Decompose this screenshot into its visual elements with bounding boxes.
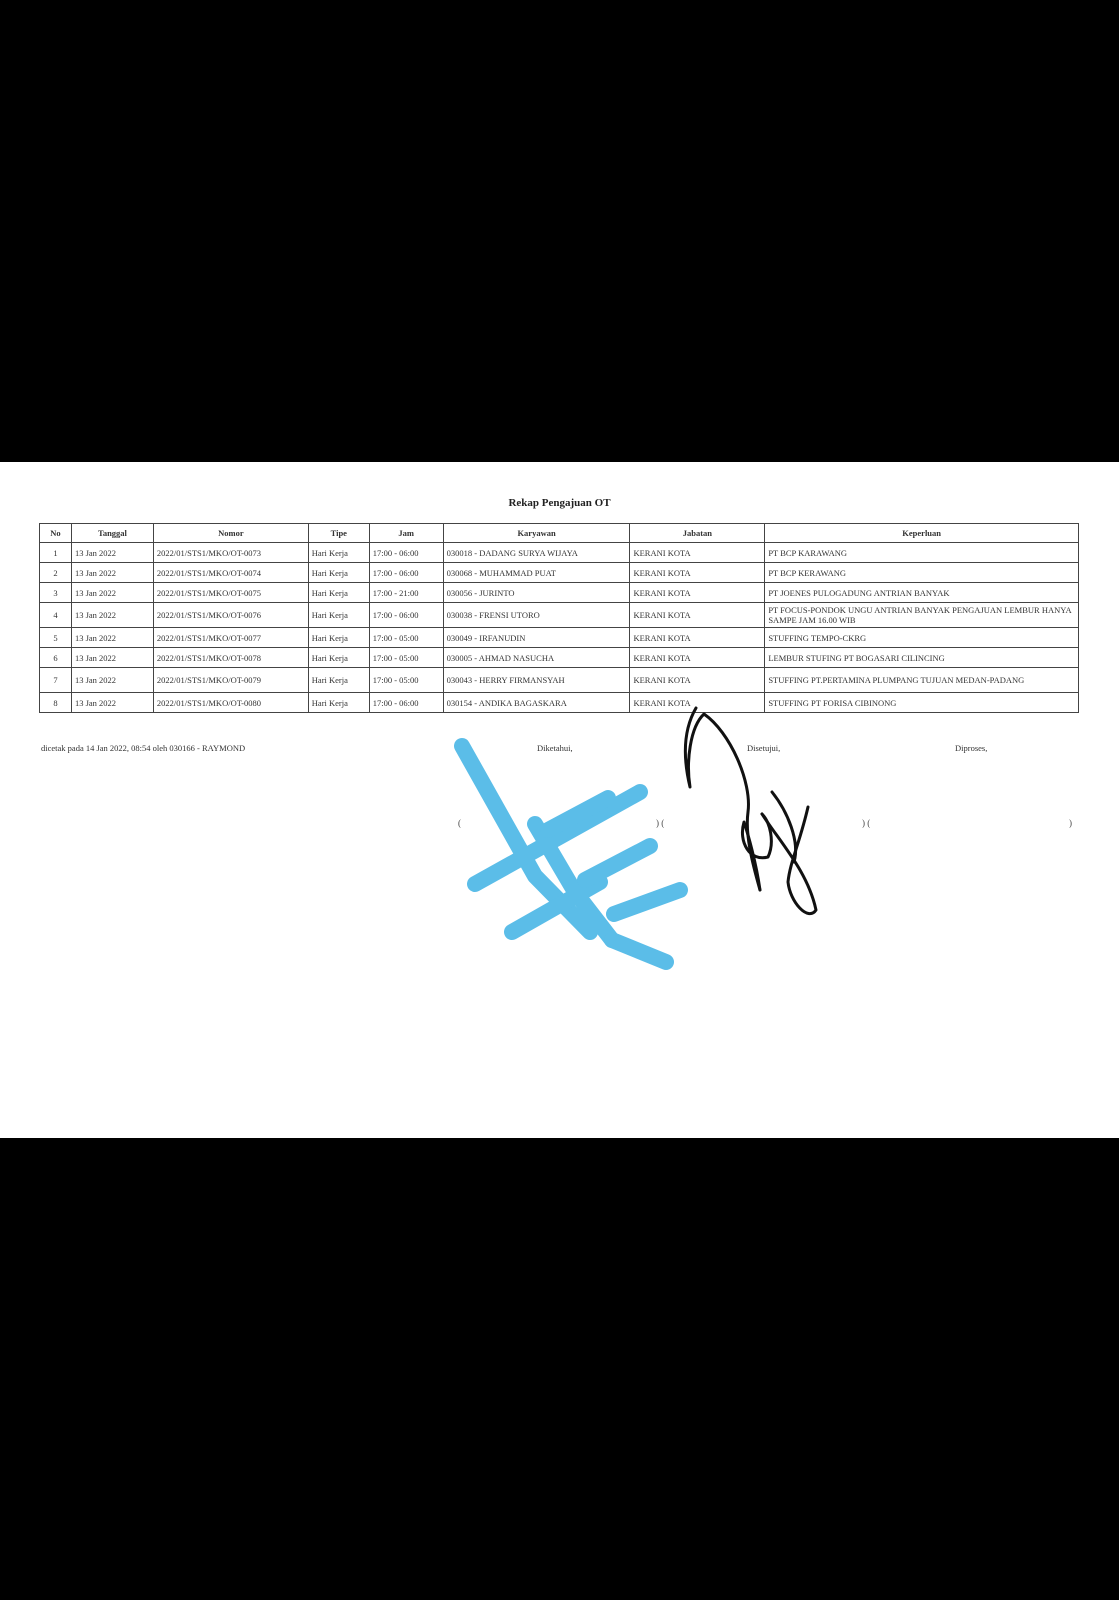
cell-no: 3 — [40, 583, 72, 603]
signature-paren-open: ( — [458, 818, 461, 828]
table-row — [40, 648, 1079, 668]
cell-keperluan: PT JOENES PULOGADUNG ANTRIAN BANYAK — [765, 583, 1079, 603]
table-row — [40, 583, 1079, 603]
col-header-jam: Jam — [369, 524, 443, 543]
cell-keperluan: PT BCP KARAWANG — [765, 543, 1079, 563]
table-row — [40, 628, 1079, 648]
blue-scribble-signature — [462, 746, 680, 962]
signature-paren-separator: ) ( — [862, 818, 871, 828]
cell-tanggal: 13 Jan 2022 — [71, 543, 153, 563]
cell-jam: 17:00 - 21:00 — [369, 583, 443, 603]
cell-jam: 17:00 - 05:00 — [369, 668, 443, 693]
cell-jam: 17:00 - 06:00 — [369, 693, 443, 713]
cell-jabatan: KERANI KOTA — [630, 603, 765, 628]
overtime-table — [39, 523, 1079, 713]
cell-nomor: 2022/01/STS1/MKO/OT-0079 — [153, 668, 308, 693]
cell-tipe: Hari Kerja — [308, 693, 369, 713]
cell-jam: 17:00 - 05:00 — [369, 628, 443, 648]
col-header-nomor: Nomor — [153, 524, 308, 543]
cell-jabatan: KERANI KOTA — [630, 668, 765, 693]
cell-no: 8 — [40, 693, 72, 713]
table-header-row — [40, 524, 1079, 543]
cell-nomor: 2022/01/STS1/MKO/OT-0078 — [153, 648, 308, 668]
table-row — [40, 668, 1079, 693]
cell-tipe: Hari Kerja — [308, 603, 369, 628]
col-header-karyawan: Karyawan — [443, 524, 630, 543]
cell-nomor: 2022/01/STS1/MKO/OT-0076 — [153, 603, 308, 628]
cell-keperluan: STUFFING PT.PERTAMINA PLUMPANG TUJUAN MEDAN-PADANG — [765, 668, 1079, 693]
cell-jabatan: KERANI KOTA — [630, 583, 765, 603]
disetujui-label: Disetujui, — [747, 743, 781, 753]
cell-no: 2 — [40, 563, 72, 583]
cell-jabatan: KERANI KOTA — [630, 543, 765, 563]
cell-jabatan: KERANI KOTA — [630, 628, 765, 648]
cell-nomor: 2022/01/STS1/MKO/OT-0080 — [153, 693, 308, 713]
cell-tipe: Hari Kerja — [308, 648, 369, 668]
cell-karyawan: 030038 - FRENSI UTORO — [443, 603, 630, 628]
cell-no: 4 — [40, 603, 72, 628]
cell-karyawan: 030005 - AHMAD NASUCHA — [443, 648, 630, 668]
cell-tipe: Hari Kerja — [308, 668, 369, 693]
cell-jam: 17:00 - 06:00 — [369, 603, 443, 628]
cell-tipe: Hari Kerja — [308, 583, 369, 603]
cell-karyawan: 030154 - ANDIKA BAGASKARA — [443, 693, 630, 713]
cell-jam: 17:00 - 06:00 — [369, 543, 443, 563]
cell-karyawan: 030043 - HERRY FIRMANSYAH — [443, 668, 630, 693]
cell-jam: 17:00 - 05:00 — [369, 648, 443, 668]
cell-jabatan: KERANI KOTA — [630, 563, 765, 583]
cell-karyawan: 030068 - MUHAMMAD PUAT — [443, 563, 630, 583]
cell-jabatan: KERANI KOTA — [630, 648, 765, 668]
cell-tanggal: 13 Jan 2022 — [71, 583, 153, 603]
cell-no: 1 — [40, 543, 72, 563]
signature-paren-separator: ) ( — [656, 818, 665, 828]
cell-keperluan: STUFFING PT FORISA CIBINONG — [765, 693, 1079, 713]
document-page — [0, 462, 1119, 1138]
cell-keperluan: PT BCP KERAWANG — [765, 563, 1079, 583]
table-row — [40, 603, 1079, 628]
cell-tipe: Hari Kerja — [308, 563, 369, 583]
signature-paren-close: ) — [1069, 818, 1072, 828]
table-row — [40, 543, 1079, 563]
cell-tipe: Hari Kerja — [308, 628, 369, 648]
diketahui-label: Diketahui, — [537, 743, 573, 753]
table-row — [40, 563, 1079, 583]
col-header-keperluan: Keperluan — [765, 524, 1079, 543]
cell-karyawan: 030018 - DADANG SURYA WIJAYA — [443, 543, 630, 563]
cell-tanggal: 13 Jan 2022 — [71, 628, 153, 648]
cell-nomor: 2022/01/STS1/MKO/OT-0074 — [153, 563, 308, 583]
document-title: Rekap Pengajuan OT — [508, 497, 611, 509]
col-header-tanggal: Tanggal — [71, 524, 153, 543]
cell-nomor: 2022/01/STS1/MKO/OT-0073 — [153, 543, 308, 563]
cell-nomor: 2022/01/STS1/MKO/OT-0077 — [153, 628, 308, 648]
cell-karyawan: 030056 - JURINTO — [443, 583, 630, 603]
diproses-label: Diproses, — [955, 743, 988, 753]
cell-nomor: 2022/01/STS1/MKO/OT-0075 — [153, 583, 308, 603]
black-handwritten-signature — [685, 708, 816, 914]
col-header-tipe: Tipe — [308, 524, 369, 543]
col-header-jabatan: Jabatan — [630, 524, 765, 543]
cell-tanggal: 13 Jan 2022 — [71, 563, 153, 583]
col-header-no: No — [40, 524, 72, 543]
printed-by-note: dicetak pada 14 Jan 2022, 08:54 oleh 030166 - RAYMOND — [41, 743, 246, 753]
cell-no: 7 — [40, 668, 72, 693]
cell-no: 6 — [40, 648, 72, 668]
cell-keperluan: LEMBUR STUFING PT BOGASARI CILINCING — [765, 648, 1079, 668]
cell-jabatan: KERANI KOTA — [630, 693, 765, 713]
cell-tanggal: 13 Jan 2022 — [71, 648, 153, 668]
cell-karyawan: 030049 - IRFANUDIN — [443, 628, 630, 648]
cell-tipe: Hari Kerja — [308, 543, 369, 563]
cell-keperluan: PT FOCUS-PONDOK UNGU ANTRIAN BANYAK PENGAJUAN LEMBUR HANYA SAMPE JAM 16.00 WIB — [765, 603, 1079, 628]
cell-no: 5 — [40, 628, 72, 648]
table-row — [40, 693, 1079, 713]
cell-keperluan: STUFFING TEMPO-CKRG — [765, 628, 1079, 648]
cell-jam: 17:00 - 06:00 — [369, 563, 443, 583]
cell-tanggal: 13 Jan 2022 — [71, 693, 153, 713]
cell-tanggal: 13 Jan 2022 — [71, 668, 153, 693]
cell-tanggal: 13 Jan 2022 — [71, 603, 153, 628]
